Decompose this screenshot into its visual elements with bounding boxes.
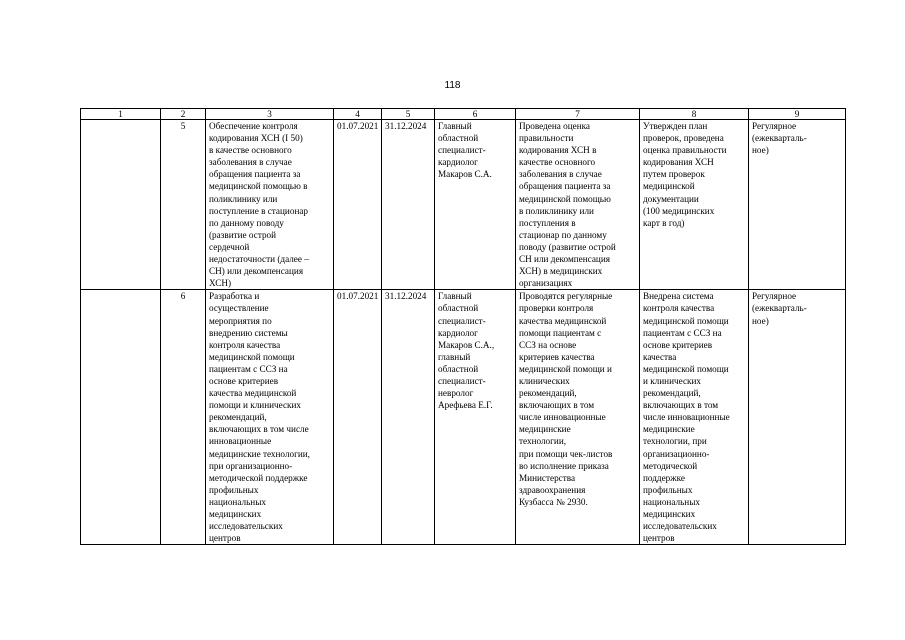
plan-table bbox=[80, 108, 846, 545]
column-number: 1 bbox=[81, 109, 161, 120]
achieved-result: Внедрена система контроля качества медицинской помощи пациентам с ССЗ на основе критериев качества медицинской помощи и клинических рекомендаций, включающих в том числе инновационные медицинские технологии, при организационно- методической поддержке профильных национальных медицинских исследовательских центров bbox=[640, 290, 749, 545]
section-cell bbox=[81, 120, 161, 290]
expected-result: Проводятся регулярные проверки контроля качества медицинской помощи пациентам с ССЗ на основе критериев качества медицинской помощи и клинических рекомендаций, включающих в том числе инновационные медицинские технологии, при помощи чек-листов во исполнение приказа Министерства здравоохранения Кузбасса № 2930. bbox=[516, 290, 640, 545]
end-date: 31.12.2024 bbox=[382, 290, 435, 545]
start-date: 01.07.2021 bbox=[334, 120, 382, 290]
column-number: 2 bbox=[161, 109, 206, 120]
expected-result: Проведена оценка правильности кодирования ХСН в качестве основного заболевания в случае обращения пациента за медицинской помощью в поликлинику или поступления в стационар по данному поводу (развитие острой СН или декомпенсация ХСН) в медицинских организациях bbox=[516, 120, 640, 290]
column-number: 9 bbox=[749, 109, 846, 120]
table-row bbox=[81, 290, 846, 545]
activity-name: Разработка и осуществление мероприятия по внедрению системы контроля качества медицинской помощи пациентам с ССЗ на основе критериев качества медицинской помощи и клинических рекомендаций, включающих в том числе инновационные медицинские технологии, при организационно- методической поддержке профильных национальных медицинских исследовательских центров bbox=[206, 290, 334, 545]
item-number: 6 bbox=[161, 290, 206, 545]
frequency: Регулярное (ежекварталь- ное) bbox=[749, 290, 846, 545]
column-number: 5 bbox=[382, 109, 435, 120]
responsible-person: Главный областной специалист- кардиолог Макаров С.А., главный областной специалист- невролог Арефьева Е.Г. bbox=[435, 290, 516, 545]
column-number: 6 bbox=[435, 109, 516, 120]
end-date: 31.12.2024 bbox=[382, 120, 435, 290]
start-date: 01.07.2021 bbox=[334, 290, 382, 545]
activity-name: Обеспечение контроля кодирования ХСН (I 50) в качестве основного заболевания в случае обращения пациента за медицинской помощью в поликлинику или поступление в стационар по данному поводу (развитие острой сердечной недостаточности (далее – СН) или декомпенсация ХСН) bbox=[206, 120, 334, 290]
frequency: Регулярное (ежекварталь- ное) bbox=[749, 120, 846, 290]
column-number: 4 bbox=[334, 109, 382, 120]
column-number: 7 bbox=[516, 109, 640, 120]
column-number: 8 bbox=[640, 109, 749, 120]
page-number: 118 bbox=[444, 80, 461, 91]
column-number: 3 bbox=[206, 109, 334, 120]
item-number: 5 bbox=[161, 120, 206, 290]
achieved-result: Утвержден план проверок, проведена оценка правильности кодирования ХСН путем проверок медицинской документации (100 медицинских карт в год) bbox=[640, 120, 749, 290]
table-row bbox=[81, 120, 846, 290]
responsible-person: Главный областной специалист- кардиолог Макаров С.А. bbox=[435, 120, 516, 290]
column-number-row bbox=[81, 109, 846, 120]
section-cell bbox=[81, 290, 161, 545]
